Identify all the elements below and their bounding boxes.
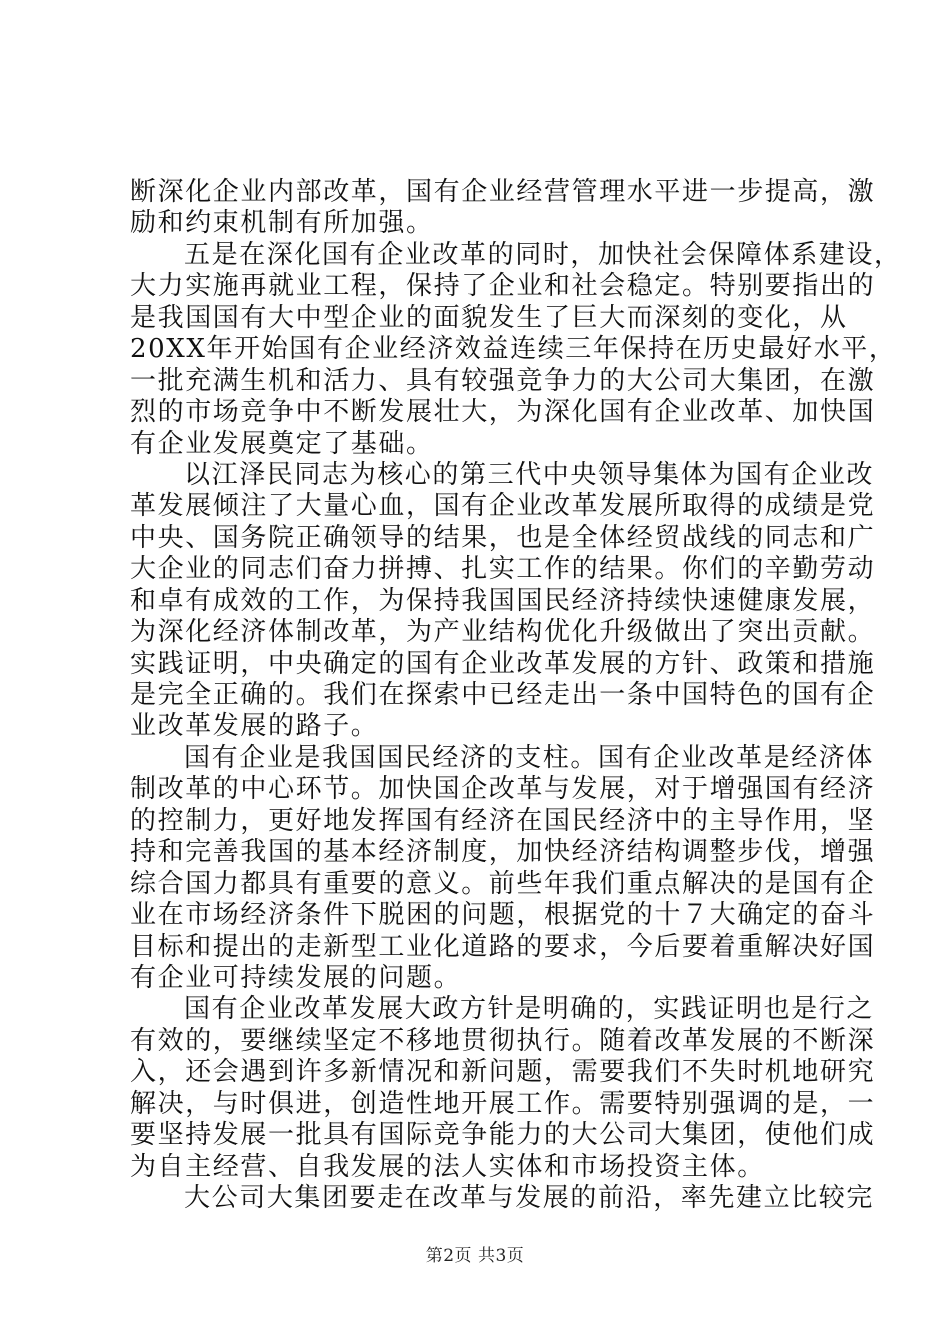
text-line: 断深化企业内部改革，国有企业经营管理水平进一步提高，激 [130, 177, 876, 207]
text-line: 烈的市场竞争中不断发展壮大，为深化国有企业改革、加快国 [130, 397, 876, 427]
text-line: 为深化经济体制改革，为产业结构优化升级做出了突出贡献。 [130, 617, 876, 647]
paragraph-first-line: 国有企业改革发展大政方针是明确的，实践证明也是行之 [184, 994, 875, 1024]
text-line: 有企业发展奠定了基础。 [130, 429, 434, 459]
text-line: 是我国国有大中型企业的面貌发生了巨大而深刻的变化，从 [130, 303, 848, 333]
text-line: 解决，与时俱进，创造性地开展工作。需要特别强调的是，一 [130, 1089, 876, 1119]
text-line: 大企业的同志们奋力拼搏、扎实工作的结果。你们的辛勤劳动 [130, 554, 876, 584]
text-line: 要坚持发展一批具有国际竞争能力的大公司大集团，使他们成 [130, 1120, 876, 1150]
text-line: 一批充满生机和活力、具有较强竞争力的大公司大集团，在激 [130, 366, 876, 396]
text-line: 制改革的中心环节。加快国企改革与发展，对于增强国有经济 [130, 774, 876, 804]
text-line: 的控制力，更好地发挥国有经济在国民经济中的主导作用，坚 [130, 806, 876, 836]
text-line: 综合国力都具有重要的意义。前些年我们重点解决的是国有企 [130, 869, 876, 899]
text-line: 是完全正确的。我们在探索中已经走出一条中国特色的国有企 [130, 680, 876, 710]
text-line: 革发展倾注了大量心血，国有企业改革发展所取得的成绩是党 [130, 491, 876, 521]
text-line: 20XX年开始国有企业经济效益连续三年保持在历史最好水平， [130, 334, 897, 364]
text-line: 为自主经营、自我发展的法人实体和市场投资主体。 [130, 1152, 765, 1182]
text-line: 入，还会遇到许多新情况和新问题，需要我们不失时机地研究 [130, 1057, 876, 1087]
text-line: 大力实施再就业工程，保持了企业和社会稳定。特别要指出的 [130, 271, 876, 301]
text-line: 业在市场经济条件下脱困的问题，根据党的十７大确定的奋斗 [130, 900, 876, 930]
text-line: 有企业可持续发展的问题。 [130, 963, 462, 993]
text-line: 业改革发展的路子。 [130, 711, 379, 741]
page-footer: 第2页 共3页 [425, 1246, 525, 1266]
text-line: 励和约束机制有所加强。 [130, 208, 434, 238]
paragraph-first-line: 以江泽民同志为核心的第三代中央领导集体为国有企业改 [184, 460, 875, 490]
text-line: 实践证明，中央确定的国有企业改革发展的方针、政策和措施 [130, 649, 876, 679]
text-line: 目标和提出的走新型工业化道路的要求，今后要着重解决好国 [130, 932, 876, 962]
text-line: 持和完善我国的基本经济制度，加快经济结构调整步伐，增强 [130, 837, 876, 867]
text-line: 有效的，要继续坚定不移地贯彻执行。随着改革发展的不断深 [130, 1026, 876, 1056]
paragraph-first-line: 大公司大集团要走在改革与发展的前沿，率先建立比较完 [184, 1183, 875, 1213]
text-line: 和卓有成效的工作，为保持我国国民经济持续快速健康发展， [130, 586, 876, 616]
text-line: 中央、国务院正确领导的结果，也是全体经贸战线的同志和广 [130, 523, 876, 553]
paragraph-first-line: 国有企业是我国国民经济的支柱。国有企业改革是经济体 [184, 743, 875, 773]
paragraph-first-line: 五是在深化国有企业改革的同时，加快社会保障体系建设， [184, 240, 902, 270]
